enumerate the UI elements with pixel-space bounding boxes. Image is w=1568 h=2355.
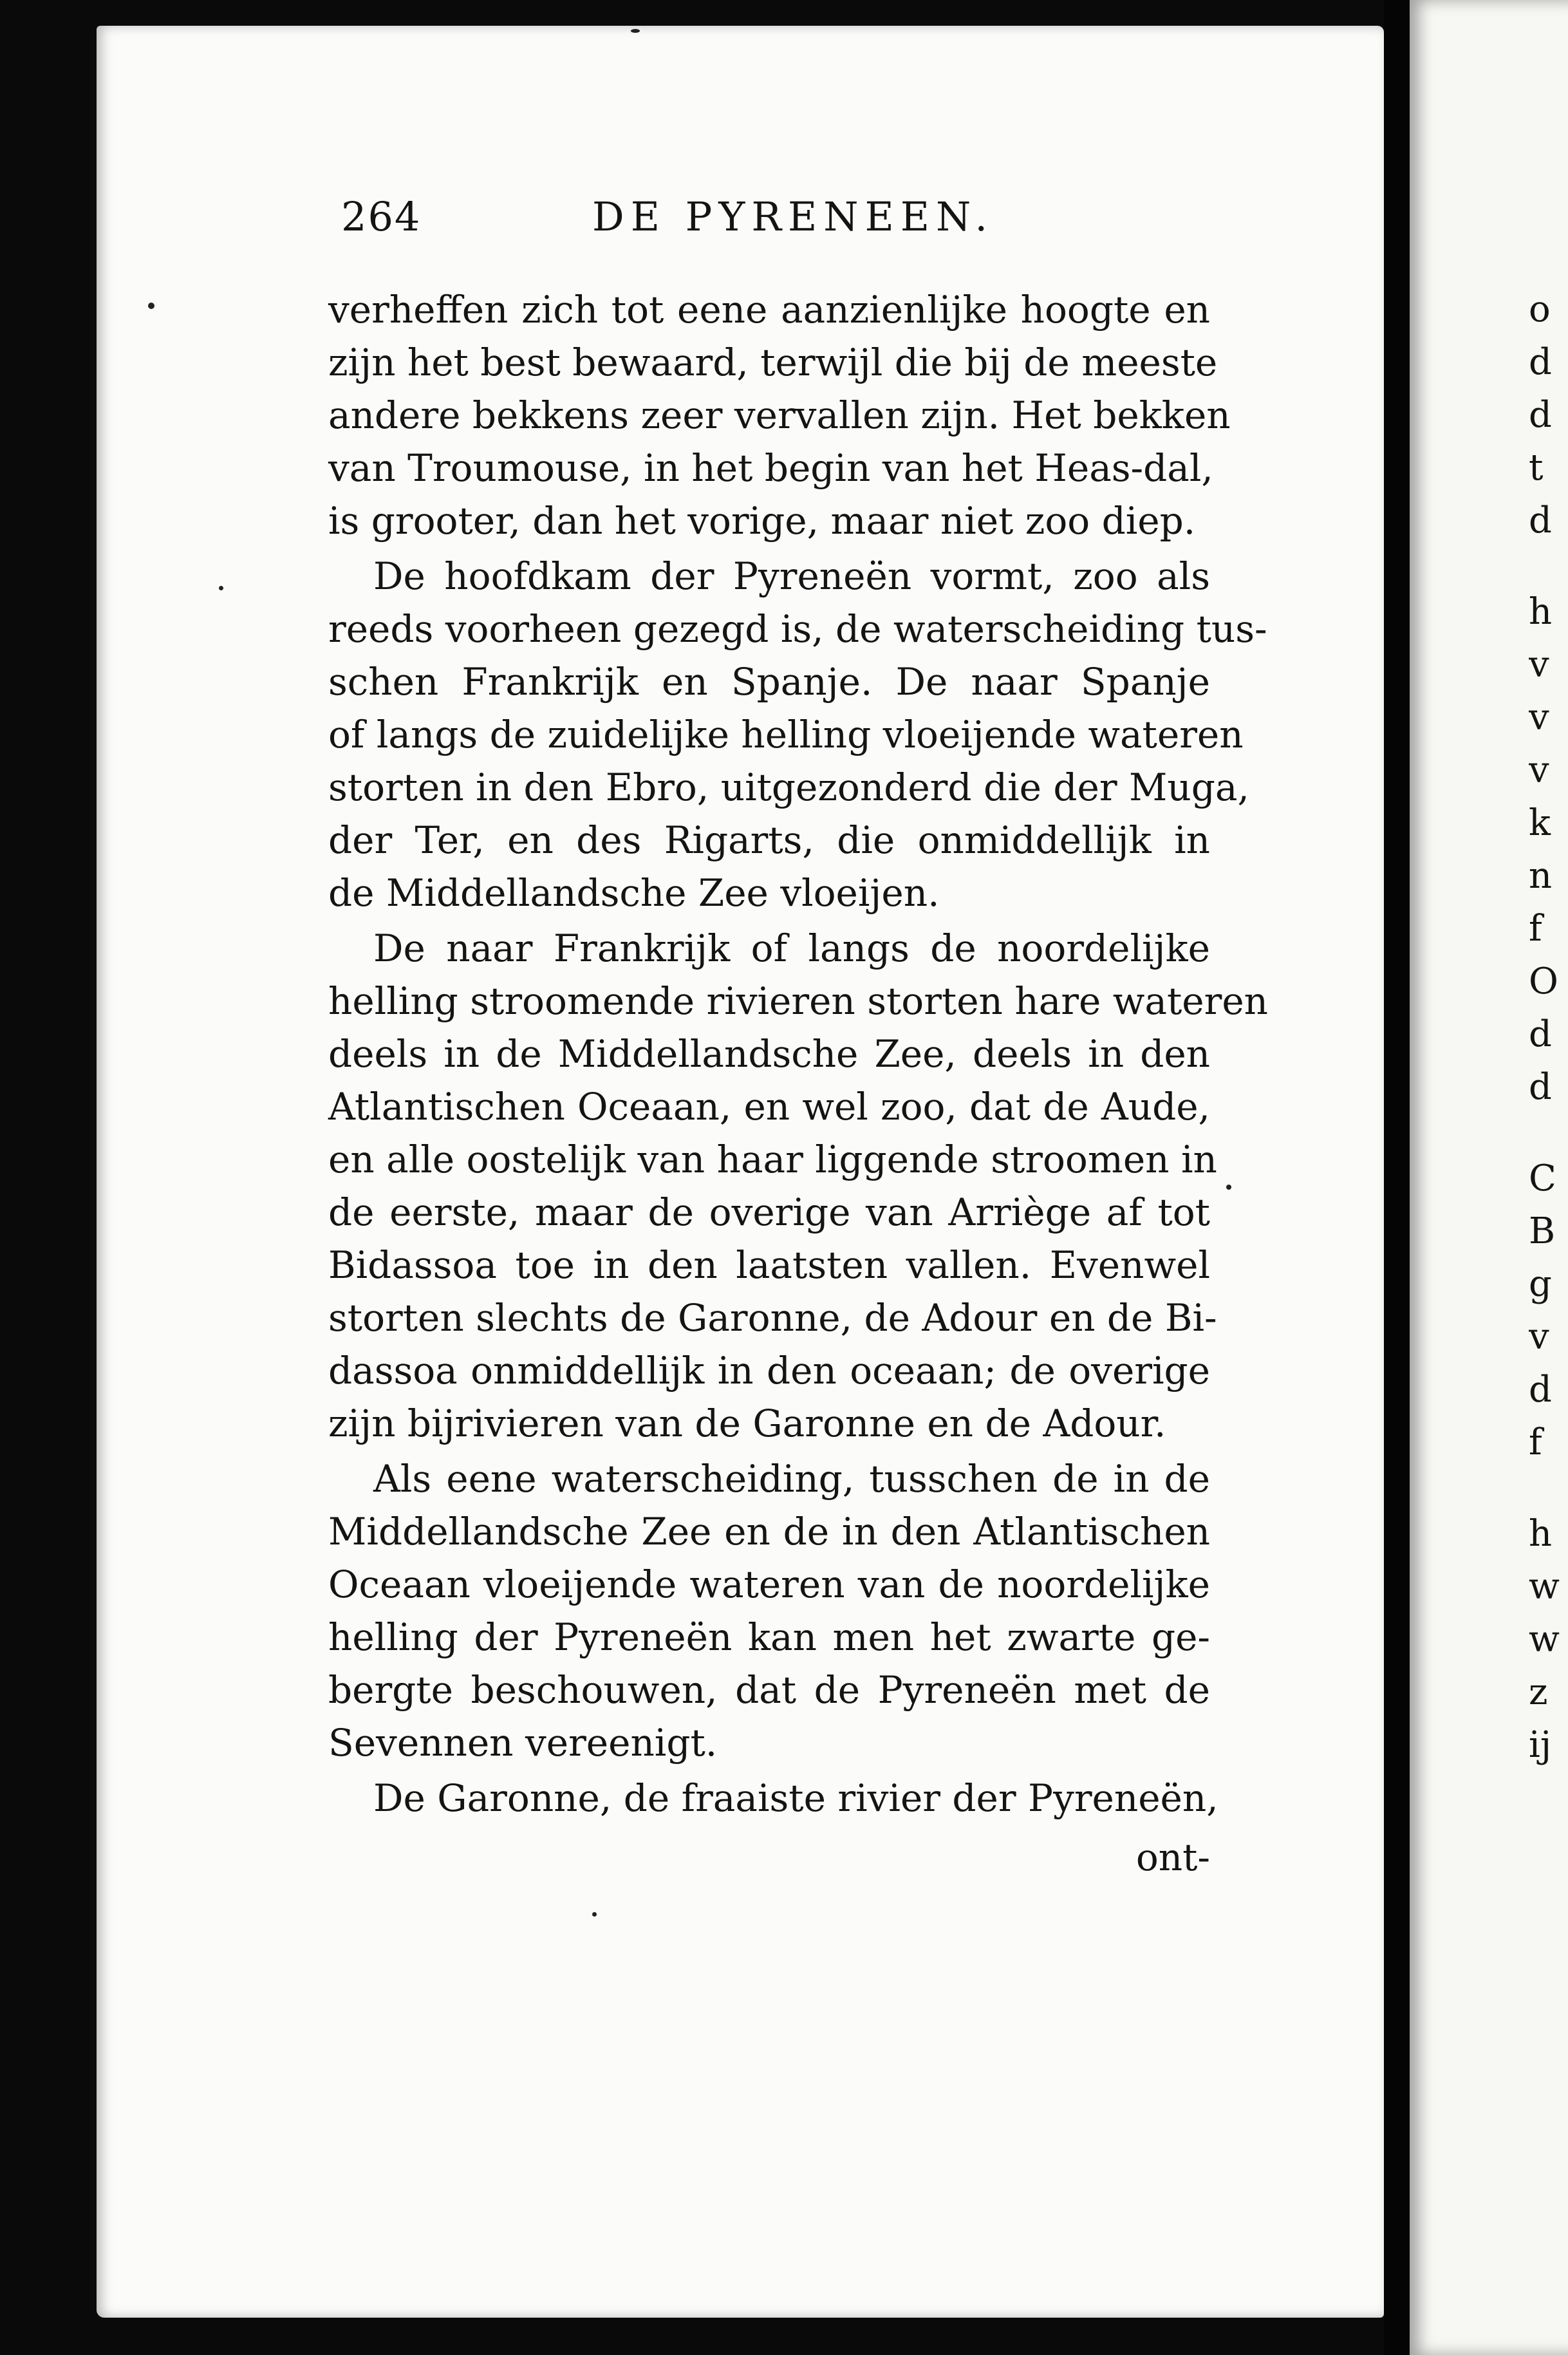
spacer: [1529, 547, 1568, 586]
fragment: v: [1529, 644, 1549, 686]
fragment: f: [1529, 1421, 1542, 1463]
text-line: De hoofdkam der Pyreneën vormt, zoo als: [373, 554, 1210, 598]
text-line: storten slechts de Garonne, de Adour en de Bi-: [328, 1296, 1217, 1340]
paragraph: [315, 550, 1267, 919]
text-line: van Troumouse, in het begin van het Heas-dal,: [328, 446, 1213, 490]
text-line: de Middellandsche Zee vloeijen.: [328, 871, 940, 915]
running-title: DE PYRENEEN.: [592, 193, 994, 240]
fragment: d: [1529, 341, 1552, 383]
fragment: z: [1529, 1671, 1548, 1713]
fragment: B: [1529, 1210, 1556, 1252]
book-gutter: [1384, 0, 1410, 2355]
fragment: d: [1529, 394, 1552, 436]
text-line: Sevennen vereenigt.: [328, 1721, 718, 1765]
text-line: schen Frankrijk en Spanje. De naar Spanje: [328, 660, 1210, 704]
text-line: der Ter, en des Rigarts, die onmiddellijk in: [328, 818, 1210, 862]
fragment: O: [1529, 961, 1558, 1002]
text-line: Atlantischen Oceaan, en wel zoo, dat de Aude,: [328, 1085, 1210, 1129]
page-number: 264: [341, 193, 422, 240]
fragment: v: [1529, 697, 1549, 738]
speck: [1226, 1185, 1231, 1190]
fragment: d: [1529, 1066, 1552, 1108]
text-line: reeds voorheen gezegd is, de waterscheiding tus-: [328, 607, 1267, 651]
fragment: g: [1529, 1263, 1552, 1305]
text-line: Bidassoa toe in den laatsten vallen. Evenwel: [328, 1243, 1210, 1287]
paragraph: [315, 283, 1231, 547]
fragment: v: [1529, 749, 1549, 791]
fragment: v: [1529, 1316, 1549, 1358]
speck: [148, 303, 154, 309]
paragraph: [315, 1772, 1217, 1825]
fragment: d: [1529, 500, 1552, 541]
page-text: [315, 193, 1269, 1884]
fragment: h: [1529, 591, 1553, 633]
fragment: w: [1529, 1618, 1560, 1660]
text-line: of langs de zuidelijke helling vloeijende wateren: [328, 713, 1244, 756]
spacer: [1529, 1114, 1568, 1152]
fragment: d: [1529, 1369, 1552, 1411]
text-line: andere bekkens zeer vervallen zijn. Het bekken: [328, 393, 1231, 437]
fragment: d: [1529, 1013, 1552, 1055]
text-line: dassoa onmiddellijk in den oceaan; de overige: [328, 1349, 1210, 1393]
text-line: bergte beschouwen, dat de Pyreneën met de: [328, 1668, 1210, 1712]
text-line: Oceaan vloeijende wateren van de noordelijke: [328, 1562, 1210, 1606]
fragment: C: [1529, 1158, 1556, 1199]
text-line: storten in den Ebro, uitgezonderd die der Muga,: [328, 765, 1249, 809]
text-line: Als eene waterscheiding, tusschen de in de: [373, 1457, 1210, 1501]
speck: [631, 29, 640, 33]
text-line: is grooter, dan het vorige, maar niet zoo diep.: [328, 499, 1196, 543]
running-head: [315, 193, 1217, 264]
text-line: zijn het best bewaard, terwijl die bij de meeste: [328, 341, 1218, 384]
fragment: h: [1529, 1513, 1553, 1555]
text-line: helling der Pyreneën kan men het zwarte ge-: [328, 1615, 1210, 1659]
fragment: f: [1529, 908, 1542, 950]
fragment: n: [1529, 855, 1553, 897]
fragment: o: [1529, 288, 1551, 330]
text-line: De Garonne, de fraaiste rivier der Pyreneën,: [373, 1776, 1218, 1820]
catchword: ont-: [1135, 1835, 1210, 1879]
paragraph: [315, 1452, 1217, 1769]
fragment: t: [1529, 447, 1544, 489]
fragment: k: [1529, 802, 1551, 844]
text-line: verheffen zich tot eene aanzienlijke hoogte en: [328, 288, 1210, 332]
speck: [592, 1912, 597, 1917]
text-line: de eerste, maar de overige van Arriège af tot: [328, 1190, 1210, 1234]
speck: [219, 586, 223, 590]
text-line: deels in de Middellandsche Zee, deels in den: [328, 1032, 1210, 1076]
spacer: [1529, 1469, 1568, 1508]
fragment: w: [1529, 1566, 1560, 1608]
text-line: Middellandsche Zee en de in den Atlantischen: [328, 1510, 1210, 1553]
text-line: De naar Frankrijk of langs de noordelijke: [373, 926, 1210, 970]
fragment: ij: [1529, 1724, 1552, 1766]
text-line: en alle oostelijk van haar liggende stroomen in: [328, 1138, 1217, 1181]
facing-page-fragments: [1529, 283, 1568, 1772]
paragraph: [315, 922, 1269, 1450]
text-line: helling stroomende rivieren storten hare wateren: [328, 979, 1269, 1023]
text-line: zijn bijrivieren van de Garonne en de Adour.: [328, 1402, 1166, 1445]
